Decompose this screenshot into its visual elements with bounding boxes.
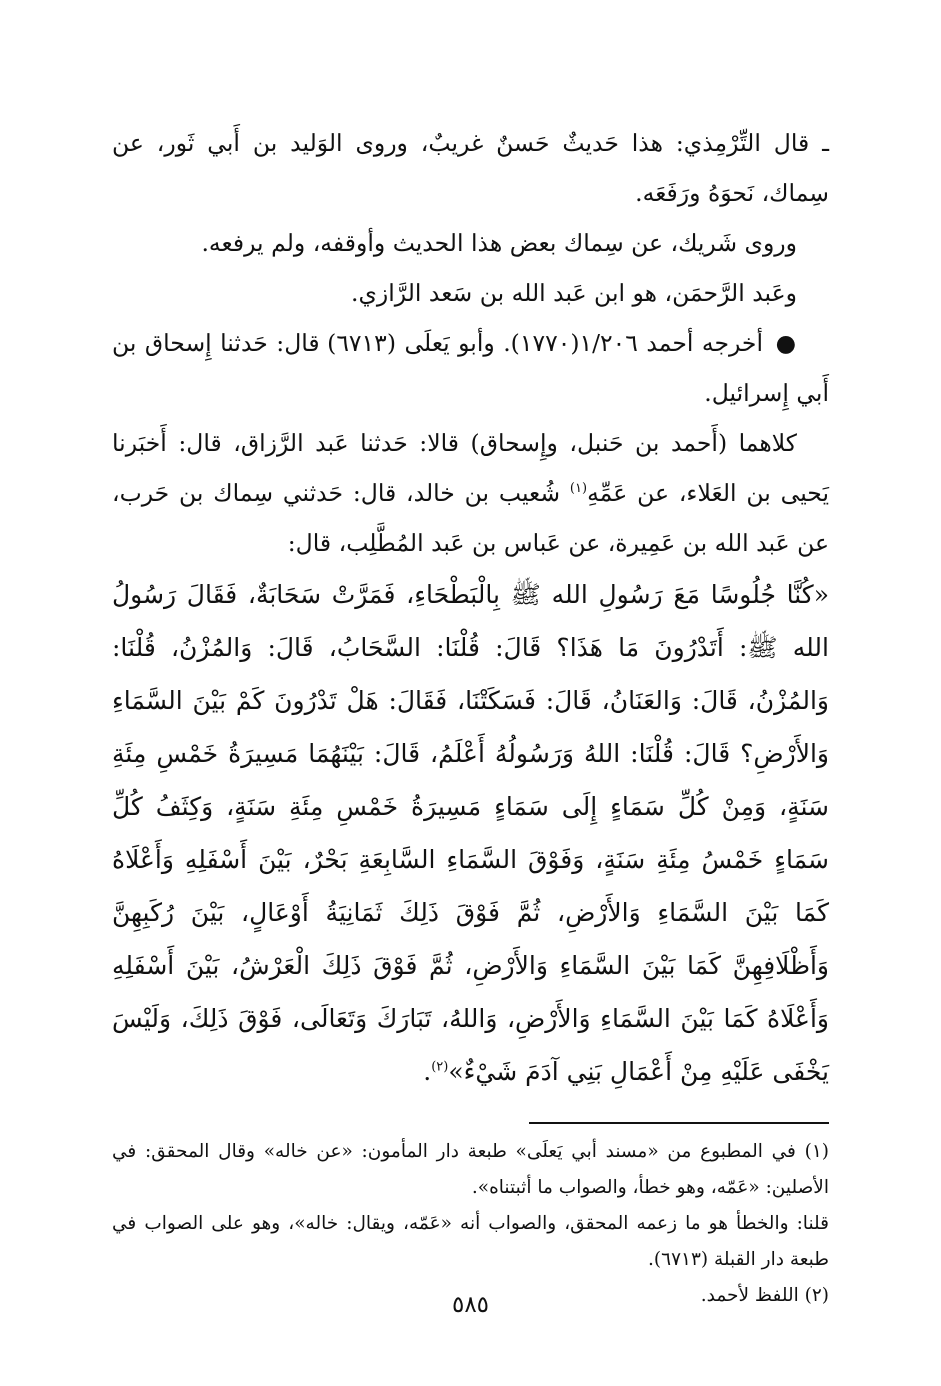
takhrij-text: أخرجه أحمد ١/٢٠٦(١٧٧٠). وأبو يَعلَى (٦٧١٣) قال: حَدثنا إِسحاق بن أَبي إِسرائيل. — [112, 329, 829, 407]
footnote-ref-1[interactable]: (١) — [569, 481, 588, 497]
footnote-2: (٢) اللفظ لأحمد. — [700, 1285, 829, 1306]
main-text — [112, 118, 829, 1098]
footnote-1: (١) في المطبوع من «مسند أبي يَعلَى» طبعة دار المأمون: «عن خاله» وقال المحقق: في الأصلين: «عَمّه، وهو خطأ، والصواب ما أثبتناه». — [112, 1141, 829, 1198]
footnote-ref-2[interactable]: (٢) — [431, 1059, 449, 1075]
footnote-1-continued: قلنا: والخطأ هو ما زعمه المحقق، والصواب أنه «عَمّه، ويقال: خاله»، وهو على الصواب في طبعة دار القبلة (٦٧١٣). — [112, 1213, 829, 1270]
paragraph-hadith-matn — [112, 568, 829, 1098]
bullet-icon: ● — [775, 329, 797, 357]
paragraph-tirmidhi-comment: ـ قال التِّرْمِذي: هذا حَديثٌ حَسنٌ غريبٌ، وروى الوَليد بن أَبي ثَور، عن سِماك، نَحوَهُ ورَفَعَه. — [112, 129, 829, 207]
paragraph-takhrij — [112, 318, 829, 418]
paragraph-sharik: وروى شَريك، عن سِماك بعض هذا الحديث وأوقفه، ولم يرفعه. — [201, 229, 797, 257]
footnotes — [112, 1134, 829, 1314]
hadith-text: «كُنَّا جُلُوسًا مَعَ رَسُولِ الله ﷺ بِالْبَطْحَاءِ، فَمَرَّتْ سَحَابَةٌ، فَقَالَ رَسُولُ الله ﷺ: أَتَدْرُونَ مَا هَذَا؟ قَالَ: قُلْنَا: السَّحَابُ، قَالَ: وَالمُزْنُ، قُلْنَا: وَالمُزْنُ، قَالَ: وَالعَنَانُ، قَالَ: فَسَكَتْنَا، فَقَالَ: هَلْ تَدْرُونَ كَمْ بَيْنَ السَّمَاءِ وَالأَرْضِ؟ قَالَ: قُلْنَا: اللهُ وَرَسُولُهُ أَعْلَمُ، قَالَ: بَيْنَهُمَا مَسِيرَةُ خَمْسِ مِئَةِ سَنَةٍ، وَمِنْ كُلِّ سَمَاءٍ إِلَى سَمَاءٍ مَسِيرَةُ خَمْسِ مِئَةِ سَنَةٍ، وَكِثَفُ كُلِّ سَمَاءٍ خَمْسُ مِئَةِ سَنَةٍ، وَفَوْقَ السَّمَاءِ السَّابِعَةِ بَحْرٌ، بَيْنَ أَسْفَلِهِ وَأَعْلَاهُ كَمَا بَيْنَ السَّمَاءِ وَالأَرْضِ، ثُمَّ فَوْقَ ذَلِكَ ثَمَانِيَةُ أَوْعَالٍ، بَيْنَ رُكَبِهِنَّ وَأَظْلَافِهِنَّ كَمَا بَيْنَ السَّمَاءِ وَالأَرْضِ، ثُمَّ فَوْقَ ذَلِكَ الْعَرْشُ، بَيْنَ أَسْفَلِهِ وَأَعْلَاهُ كَمَا بَيْنَ السَّمَاءِ وَالأَرْضِ، وَاللهُ، تَبَارَكَ وَتَعَالَى، فَوْقَ ذَلِكَ، وَلَيْسَ يَخْفَى عَلَيْهِ مِنْ أَعْمَالِ بَنِي آدَمَ شَيْءٌ» — [112, 580, 830, 1086]
isnad-text-a: كلاهما (أَحمد بن حَنبل، وإِسحاق) قالا: حَدثنا عَبد الرَّزاق، قال: أَخبَرنا يَحيى بن العَلاء، عن عَمِّهِ — [112, 429, 829, 507]
isnad-text-b: شُعيب بن خالد، قال: حَدثني سِماك بن حَرب، عن عَبد الله بن عَمِيرة، عن عَباس بن عَبد المُطَّلِب، قال: — [112, 479, 829, 557]
footnote-divider — [529, 1122, 829, 1124]
paragraph-abd-al-rahman: وعَبد الرَّحمَن، هو ابن عَبد الله بن سَعد الرَّازي. — [351, 279, 797, 307]
hadith-end: . — [423, 1057, 432, 1086]
paragraph-isnad — [112, 418, 829, 568]
page-number: ٥٨٥ — [451, 1292, 490, 1318]
